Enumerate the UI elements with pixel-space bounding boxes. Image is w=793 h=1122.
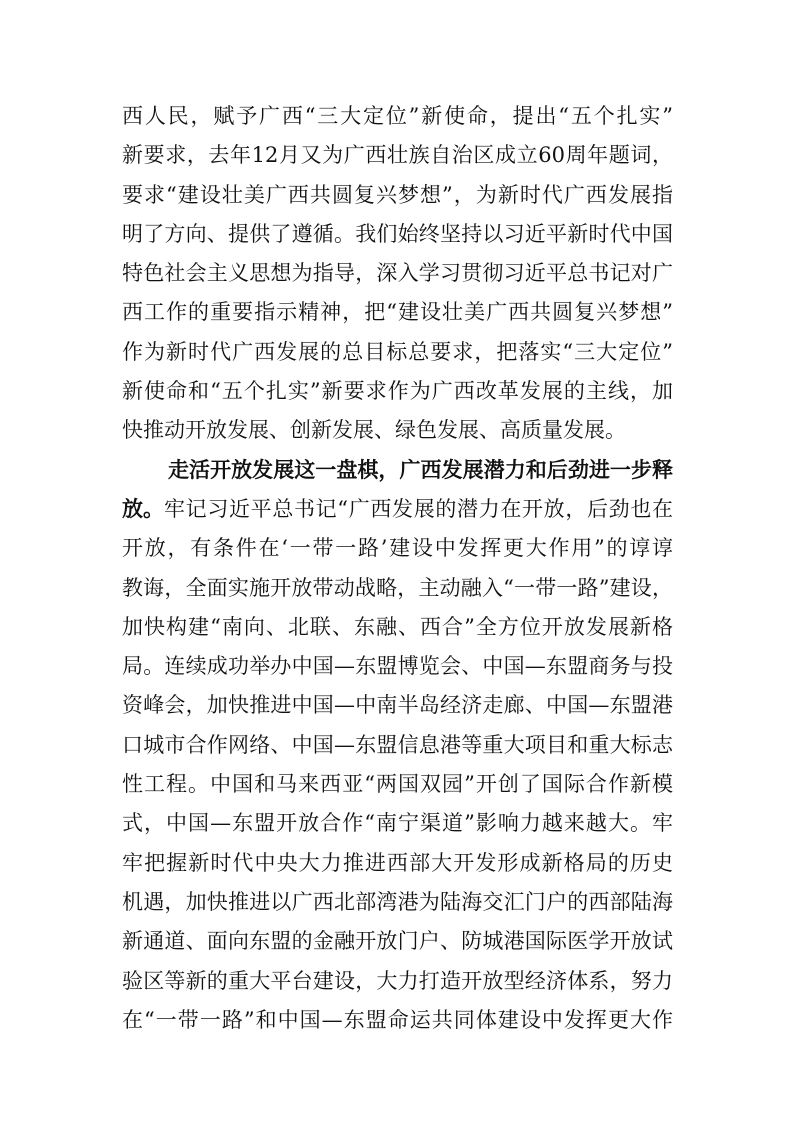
paragraph-1 <box>122 97 673 451</box>
text-line: 新要求，去年12月又为广西壮族自治区成立60周年题词， <box>122 143 673 168</box>
text-line: 加快构建“南向、北联、东融、西合”全方位开放发展新格 <box>122 614 673 639</box>
text-line: 口城市合作网络、中国—东盟信息港等重大项目和重大标志 <box>122 732 673 757</box>
text-line: 快推动开放发展、创新发展、绿色发展、高质量发展。 <box>122 418 626 443</box>
text-line: 新使命和“五个扎实”新要求作为广西改革发展的主线，加 <box>122 379 673 404</box>
text-line: 性工程。中国和马来西亚“两国双园”开创了国际合作新模 <box>122 772 673 797</box>
text-line: 机遇，加快推进以广西北部湾港为陆海交汇门户的西部陆海 <box>122 889 673 914</box>
text-line <box>122 490 673 529</box>
text-line: 西人民，赋予广西“三大定位”新使命，提出“五个扎实” <box>122 104 673 128</box>
text-line: 特色社会主义思想为指导，深入学习贯彻习近平总书记对广 <box>122 261 673 286</box>
text-line: 式，中国—东盟开放合作“南宁渠道”影响力越来越大。牢 <box>122 811 673 836</box>
text-line: 西工作的重要指示精神，把“建设壮美广西共圆复兴梦想” <box>122 300 673 325</box>
section-heading: 走活开放发展这一盘棋，广西发展潜力和后劲进一步释 <box>168 457 673 482</box>
text-line: 要求“建设壮美广西共圆复兴梦想”，为新时代广西发展指 <box>122 182 673 207</box>
document-page <box>122 97 673 1040</box>
text-line: 新通道、面向东盟的金融开放门户、防城港国际医学开放试 <box>122 929 673 954</box>
section-heading-end: 放。 <box>122 496 164 521</box>
text-line: 明了方向、提供了遵循。我们始终坚持以习近平新时代中国 <box>122 221 673 246</box>
text-line: 开放，有条件在‘一带一路’建设中发挥更大作用”的谆谆 <box>122 536 673 561</box>
text-line: 作为新时代广西发展的总目标总要求，把落实“三大定位” <box>122 339 673 364</box>
paragraph-2 <box>122 451 673 1040</box>
text-line-rest: 牢记习近平总书记“广西发展的潜力在开放，后劲也在 <box>164 496 673 521</box>
text-line: 牢把握新时代中央大力推进西部大开发形成新格局的历史 <box>122 850 673 875</box>
text-line: 局。连续成功举办中国—东盟博览会、中国—东盟商务与投 <box>122 654 673 679</box>
text-line: 在“一带一路”和中国—东盟命运共同体建设中发挥更大作 <box>122 1007 673 1032</box>
text-line: 资峰会，加快推进中国—中南半岛经济走廊、中国—东盟港 <box>122 693 673 718</box>
text-line: 教诲，全面实施开放带动战略，主动融入“一带一路”建设， <box>122 575 673 600</box>
text-line: 验区等新的重大平台建设，大力打造开放型经济体系，努力 <box>122 968 673 993</box>
